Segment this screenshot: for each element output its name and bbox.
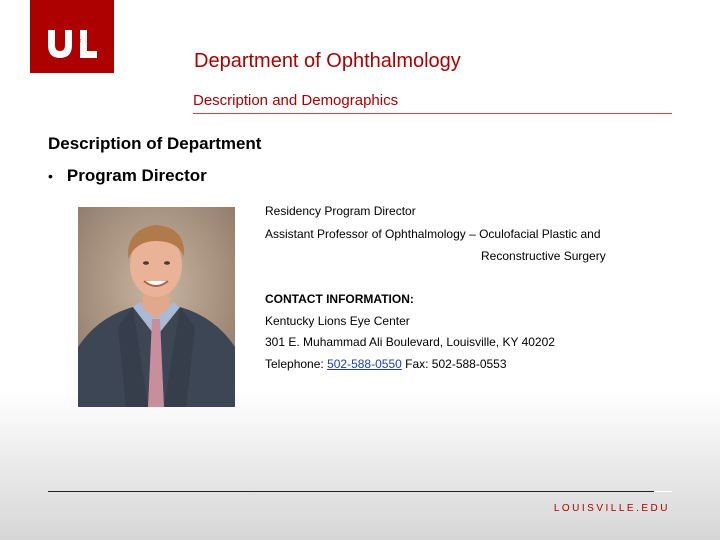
footer-site-label: LOUISVILLE.EDU — [553, 503, 670, 514]
director-photo — [78, 207, 235, 407]
contact-phone-line — [265, 357, 507, 371]
bullet-icon: • — [48, 168, 53, 184]
telephone-link[interactable]: 502-588-0550 — [327, 357, 402, 371]
contact-organization: Kentucky Lions Eye Center — [265, 314, 410, 328]
section-heading: Description of Department — [48, 134, 262, 153]
title-line-2: Assistant Professor of Ophthalmology – Oculofacial Plastic and — [265, 227, 601, 241]
contact-heading: CONTACT INFORMATION: — [265, 292, 414, 306]
footer-divider-gap — [654, 491, 672, 492]
footer-divider — [48, 491, 672, 492]
title-line-3: Reconstructive Surgery — [481, 249, 606, 263]
logo-small-text: OF — [73, 40, 82, 46]
portrait-image — [78, 207, 235, 407]
subtitle-divider — [193, 113, 672, 114]
title-line-1: Residency Program Director — [265, 204, 416, 218]
telephone-label: Telephone: — [265, 357, 328, 371]
fax-text: Fax: 502-588-0553 — [401, 357, 507, 371]
page-subtitle: Description and Demographics — [193, 92, 399, 109]
bullet-item — [48, 166, 207, 186]
page-title: Department of Ophthalmology — [194, 50, 461, 72]
ul-logo-icon — [30, 0, 114, 73]
contact-address: 301 E. Muhammad Ali Boulevard, Louisville, KY 40202 — [265, 335, 555, 349]
university-logo — [30, 0, 114, 73]
bullet-label: Program Director — [66, 166, 207, 185]
